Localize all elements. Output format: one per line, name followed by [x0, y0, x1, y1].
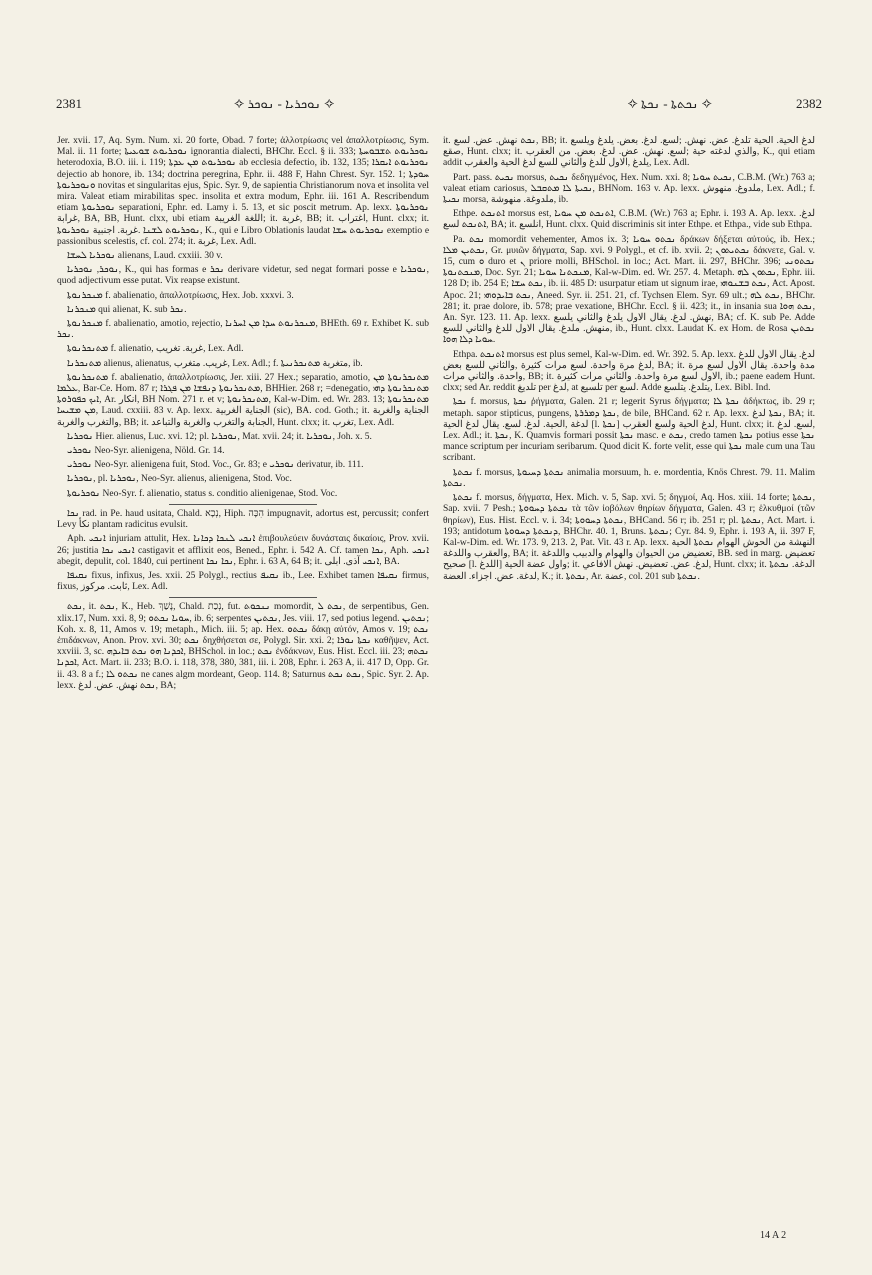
entry-paragraph: ܢܟܬܐ f. morsus, ܢܟܬܐ ῥήγματα, Galen. 21 r; legerit Syrus δήγματα; ܢܟܬܐ ܠܐ ἀδήκτως, ib. 29 r; metaph. sapor stipticus, pungens, ܢܟܬܐ ܕܡܪܪܬܐ, de bile, BHCand. 62 r. Ap. lexx. ‎لدغ‎ ܢܟܬܐ, BA; it. ‎الحية. لدغ. لسع. يقال لدغ الحية‎, ‎لدغة‎ [l. ܢܟܬܐ] ‎لدغ الحية ولسع العقرب‎, Hunt. clxx; it. ‎لسع. لدغ‎, Lex. Adl.; it. ܢܟܬܐ, K. Quamvis formari possit ܢܟܬܐ masc. e ܢܟܬ, credo tamen ܢܟܬܐ potius esse ܢܟܬܐ mance scriptum per incuriam seribarum. Quod dicit K. forte velit, esse qui ܢܟܬܐ male cum una Tau scribant. — [443, 397, 815, 464]
entry-paragraph: ܢܘܟܪܝܐ, pl. ܢܘܟܪܝܐ, Neo-Syr. alienus, alienigena, Stod. Voc. — [67, 474, 292, 485]
entry-paragraph: ܢܘܟܪܝܐ Hier. alienus, Luc. xvi. 12; pl. ܢܘܟܪܝܐ, Mat. xvii. 24; it. ܢܘܟܪܝܐ, Joh. x. 5. — [67, 431, 372, 442]
section-divider — [169, 597, 318, 598]
entry-paragraph: ܢܟܬܬܐ f. morsus, ܢܟܬܬܐ ܕܚܝܘܬܐ animalia morsuum, h. e. mordentia, Knös Chrest. 79. 11. Malim ܢܟܬܬܐ. — [443, 467, 815, 489]
entry-paragraph: Ethpe. ܐܬܢܟܬ morsus est, ܐܬܢܟܬ ܡܢ ܚܘܝܐ, C.B.M. (Wr.) 763 a; Ephr. i. 193 A. Ap. lexx. ‎لدغ. لسع‎ ܐܬܢܟܬ, BA; it. ‎انلسع‎, Hunt. clxx. Quid discriminis sit inter Ethpe. et Ethpa., vide sub Ethpa. — [443, 209, 815, 231]
entry-paragraph: it. ‎نهش. عض. لسع‎ ܢܟܬ, BB; it. ‎لسع. لدغ. بعض. يلدغ ويلسع‎; ‎لدغ الحية. الحية تلدغ. عض. نهش. صقع‎, Hunt. clxx; it. ‎لسع. نهش. عض. لدغ. بعض. من العقرب‎; ‎والذي لدغته حية‎, K., qui etiam addit ‎لدغ الحية والعقرب‎ ‎الاول للدغ والثاني للسع‎, ‎يلدغ‎, Lex. Adl. — [443, 136, 815, 169]
entry-paragraph: Aph. ܐܢܟܝ injuriam attulit, Hex. ܐܢܟܝ ܠܢܟܐ ܕܟܐܢܐ ἐπιβουλεύειν δυνάσταις δικαίοις, Prov. xvii. 26; justitia ܐܢܟܝ ܢܟܐ castigavit et afflixit eos, Bened., Ephr. i. 542 A. Cf. tamen ܢܟܐ, Aph. ܐܢܟܝ abegit, depulit, col. 1840, cui pertinent ܢܟܐ ܢܟܐ, Ephr. i. 63 A, 64 B; it. ‎آذى. ابلى‎ ܐܢܟܝ, BA. — [57, 534, 429, 567]
entry-paragraph: ܢܟܬܬܐ f. morsus, δήγματα, Hex. Mich. v. 5, Sap. xvi. 5; δηγμοί, Aq. Hos. xiii. 14 forte; ܢܟܬܬܐ, Sap. xvii. 7 Pesh.; ܢܟܬܬܐ ܕܚܘܘܬܐ τὰ τῶν ἰοβόλων θηρίων δήγματα, Galen. 43 r; ἑλκυθμοί (τῶν θηρίων), Eus. Hist. Eccl. v. i. 34; ܢܟܬܬܐ ܕܚܘܘܬܐ, BHCand. 56 r; ib. 251 r; pl. ܢܟܬܬܐ, Act. Mart. i. 193; antidotum ܕܢܟܬܬܐ ܕܚܘܘܬܐ, BHChr. 40. 1, Bruns. ܢܟܬܬܐ; Cyr. 84. 9, Ephr. i. 193 A, ii. 397 F, Kal-w-Dim. ed. Wr. 173. 9, 213. 2, Pat. Vit. 43 r. Ap. lexx. ‎الحية‎ ܢܟܬܬܐ ‎النهشة من الحوش الهوام والعقرب واللدغة‎, BA; it. ‎تعضيض من الحيوان والهوام والدبيب واللدغة‎, BB. sed in marg. ‎تعضيض صحيح‎ [l. ‎اللدغ‎] ‎واول عضة الحية‎; it. ‎لدغ. عض. تعضيض. نهش الافاعي‎, Hunt. clxx; it. ܢܟܬܬܐ ‎الدغة. لدغة. عض. اجزاء. العضة‎, K.; it. ܢܟܬܬܐ, Ar. ‎عضة‎, col. 201 sub ܢܟܬܬܐ. — [443, 493, 815, 582]
entry-paragraph: ܡܬܢܟܪܢܐ alienus, alienatus, ‎غريب. متغرب‎, Lex. Adl.; f. ܡܬܢܟܪܢܝܬܐ ‎متغربة‎, ib. — [67, 358, 363, 369]
entry-paragraph: Ethpa. ܐܬܢܟܬ morsus est plus semel, Kal-w-Dim. ed. Wr. 392. 5. Ap. lexx. ‎لدغ. يقال الاول للدغ والثاني للسع بعض‎, ‎لدغ مرة واحدة. لسع مرات كثيرة‎, BA; it. ‎مدة واحدة. يقال الاول لسع مرة واحدة. والثاني مرات‎, BB; it. ‎الاول لسع مرة واحدة. والثاني مرات كثيرة‎, ib.; paene eadem Hunt. clxx; sed Ar. reddit ‎تلديغ‎ per ‎لدغ‎, at ‎تلسيع‎ per ‎لسع‎. Adde ‎يتلدغ. يتلسع‎, Lex. Bibl. Ind. — [443, 349, 815, 394]
entry-paragraph: ܢܘܟܪܝܘܬܐ Neo-Syr. f. alienatio, status s. conditio alienigenae, Stod. Voc. — [67, 488, 338, 499]
left-column — [57, 136, 429, 1221]
entry-paragraph: ܢܘܟܪ, ܢܘܟܪܝܐ, K., qui has formas e ܢܟܪ derivare videtur, sed negat formari posse e ܢܘܟܪܝܐ, quod adjectivum esse putat. Vix reapse existunt. — [57, 265, 429, 287]
entry-paragraph: ܢܘܟܪܝܐ ܠܚܫܐ alienans, Laud. cxxiii. 30 v. — [67, 251, 223, 262]
right-page-number: 2382 — [796, 96, 822, 111]
entry-paragraph: ܢܘܟܪܝ Neo-Syr. alienigena, Nöld. Gr. 14. — [67, 446, 225, 457]
entry-paragraph: ܡܢܟܪܢܐ qui alienat, K. sub ܢܟܪ. — [67, 304, 187, 315]
right-column — [443, 136, 815, 1221]
left-running-title: ✧ ܢܘܟܪܝܐ - ܢܘܟܪ ✧ — [234, 96, 335, 111]
section-divider — [169, 504, 318, 505]
left-page-number: 2381 — [56, 96, 82, 111]
entry-paragraph: ܡܬܢܟܪܢܘܬܐ f. abalienatio, ἀπαλλοτρίωσις, Jer. xiii. 27 Hex.; separatio, amotio, ܡܬܢܟܪܢܘܬܐ ܡܢ ܥܠܡܐ, Bar-Ce. Hom. 87 r; ܡܬܢܟܪܢܘܬܐ ܕܢܦܫܐ ܡܢ ܦܓܪܐ, BHHier. 268 r; =denegatio, ܡܬܢܟܪܢܘܬܐ ܕܗܝ ܐܝܟ ܟܦܘܪܘܬܐ, Ar. ‎انكار‎, BH Nom. 271 r. et v; ܡܬܢܟܪܢܘܬܐ, Kal-w-Dim. ed. Wr. 283. 13; ܡܬܢܟܪܢܘܬܐ ܡܢ ܡܫܝܚܐ, Laud. cxxiii. 83 v. Ap. lexx. ‎الجناية الغربية (sic)‎, BA. cod. Goth.; it. ‎الجناية والغربة والتغرب والغربة‎, BB; it. ‎الجنابة والتغرب والغربة والتباعد‎, Hunt. clxx; it. ‎تغرب‎, Lex. Adl. — [57, 372, 429, 428]
entry-paragraph: ܢܟܬ, it. ܢܟܬ, K., Heb. ‎נָשַׁךְ‎, Chald. ‎נְכַת‎, fut. ܢܢܟܘܬ momordit, ܢܟܬ ܠ, de serpentibus, Gen. xlix.17, Num. xxi. 8, 9; ܚܘܝܐ ܢܟܬܘ, ib. 6; serpentes ܢܟܬܝܢ, Jes. viii. 17, sed potius legend. ܢܟܬܝܢ; Koh. x. 8, 11, Amos v. 19; metaph., Mich. iii. 5; ap. Hex. ܢܟܬܘ δάκῃ αὐτόν, Amos v. 19; ܢܟܬ ἐπιδάκνων, Anon. Prov. xvi. 30; ܢܟܬ δηχθήσεται σε, Polygl. Sir. xxi. 2; ܢܟܬܐ ܢܘܪܐ καθῆψεν, Act. xxviii. 3, sc. ܐܟܕܢܐ ܗܘ ܢܟܬ ܒܐܝܕܗ, BHSchol. in loc.; ܢܟܬ ἐνδάκνων, Eus. Hist. Eccl. iii. 23; ܢܟܬܗ ܐܟܕܢܐ, Act. Mart. ii. 233; B.O. i. 118, 378, 380, 381, iii. i. 208, Ephr. i. 263 A, ii. 417 D, Opp. Gr. ii. 43. 8 a f.; ܢܟܬܘ ܠܐ ne canes algm mordeant, Geop. 114. 8; Saturnus ܢܟܬ ܢܟܬ, Spic. Syr. 2. Ap. lexx. ‎نهش. عض. لدغ‎ ܢܟܬ, BA; — [57, 602, 429, 691]
entry-paragraph: ܢܟܐ rad. in Pe. haud usitata, Chald. ‎נְכָא‎, Hiph. ‎הִכָּה‎ impugnavit, adortus est, percussit; confert Levy ‎نكأ‎ plantam radicitus evulsit. — [57, 508, 429, 531]
entry-paragraph: ܡܢܟܪܢܘܬܐ f. abalienatio, ἀπαλλοτρίωσις, Hex. Job. xxxvi. 3. — [67, 290, 294, 301]
entry-paragraph: ܢܘܟܪܝ Neo-Syr. alienigena fuit, Stod. Voc., Gr. 83; e ܢܘܟܪܝ derivatur, ib. 111. — [67, 460, 364, 471]
entry-paragraph: ܢܩܝܦܐ fixus, infixus, Jes. xxii. 25 Polygl., rectius ܢܩܝܦ ib., Lee. Exhibet tamen ܢܩܝܦܐ firmus, fixus, ‎ثابت. مركوز‎, Lex. Adl. — [57, 570, 429, 593]
entry-paragraph: Pa. ܢܟܬ momordit vehementer, Amos ix. 3; ܢܟܬܘ ܚܘܝܐ δράκων δήξεται αὐτούς, ib. Hex.; ܢܟܬܝܢ ܡܠܐ, Gr. μυιῶν δήγματα, Sap. xvi. 9 Polygl., et cf. ib. xvii. 2; ܢܟܬܝܬܘܢ δάκνετε, Gal. v. 15, cum ܘ duro et ܢ priore molli, BHSchol. in loc.; Act. Mart. ii. 297, BHChr. 396; ܢܟܬܘܢܝ ܡܢܟܬܢܘܬܐ, Doc. Syr. 21; ܡܢܟܬܢܐ ܚܘܝܐ, Kal-w-Dim. ed. Wr. 257. 4. Metaph. ܢܟܬܘܢ ܠܗ, Ephr. iii. 128 D; ib. 254 E; ܢܟܬ ܚܫܐ, ib. ii. 485 D: usurpatur etiam ut signum irae, ܢܟܬ ܒܫܢܘܗܝ, Act. Apost. Apoc. 21; ܢܟܬ ܒܐܝܕܘܗܝ, Aneed. Syr. ii. 251. 21, cf. Tychsen Elem. Syr. 69 ult.; ܢܟܬ ܠܗ, BHChr. 281; it. prae dolore, ib. 578; prae vexatione, BHChr. Eccl. § ii. 423; it., in insania sua ܢܟܬ ܗܘܐ, An. Syr. 123. 11. Ap. lexx. ‎نهش. لدغ. يقال الاول يلدغ والثاني يلسع‎, BA; cf. K. sub Pe. Adde ‎منهش. ملدغ. يقال الاول للدغ والثاني للسع‎, ib., Hunt. clxx. Laudat K. ex Hom. de Rosa ܢܟܬܝܢ ܚܘܝܐ ܕܠܐ ܗܘܐ. — [443, 234, 815, 346]
entry-paragraph: Jer. xvii. 17, Aq. Sym. Num. xi. 20 forte, Obad. 7 forte; ἀλλοτρίωσις vel ἀπαλλοτρίωσις, Sym. Mal. ii. 11 forte; ܢܘܟܪܝܘܬ ܫܘܥܝܬܐ ignorantia dialecti, BHChr. Eccl. § ii. 333; ܢܘܟܪܝܘܬ ܬܫܒܘܚܬܐ heterodoxia, B.O. iii. i. 119; ܢܘܟܪܝܘܬ ܡܢ ܥܕܬܐ ab ecclesia defectio, ib. 132, 135; ܢܘܟܪܝܘܬ ܐܝܩܪܐ dejectio ab honore, ib. 134; doctrina peregrina, Ephr. ii. 488 F, Hahn Chrest. Syr. 152. 1; ܚܘܕܬܐ ܘܢܘܟܪܝܘܬܐ novitas et singularitas ejus, Spic. Syr. 9, de sapientia Christianorum nova et insolita vel mira. Valeat etiam mirabilitas spec. insolita et extra modum, Ephr. iii. 161 A. Rescribendum etiam ܢܘܟܪܝܘܬܐ separationi, Ephr. ed. Lamy i. 5. 13, et sic poscit metrum. Ap. lexx. ܢܘܟܪܝܘܬܐ ‎غرابة‎, BA, BB, Hunt. clxx, ubi etiam ‎اللغة الغريبة‎; it. ‎غربة‎, BB; it. ‎اغتراب‎, Hunt. clxx; it. ܢܘܟܪܝܘܬܐ ‎غربة. اجنبية‎. ܢܘܟܪܝܘܬ ܠܫܢܐ, K., qui e Libro Oblationis laudat ܢܘܟܪܝܘܬ ܚܫܐ exemptio e passionibus scelestis, cf. col. 274; it. ‎غربة‎, Lex. Adl. — [57, 136, 429, 247]
signature-mark: 14 A 2 — [760, 1230, 787, 1241]
entry-paragraph: Part. pass. ܢܟܝܬ morsus, ܢܟܝܬ δεδηγμένος, Hex. Num. xxi. 8; ܢܟܝܬ ܚܘܝܐ, C.B.M. (Wr.) 763 a; valeat etiam cariosus, ܢܟܝܬܐ ܠܐ ܡܬܩܒܠ, BHNom. 163 v. Ap. lexx. ‎ملدوغ. منهوش‎, Lex. Adl.; f. ܢܟܝܬܐ morsa, ‎ملدوغة. منهوشة‎, ib. — [443, 172, 815, 206]
page-header — [56, 96, 822, 118]
right-running-title: ✧ ܢܟܬܬܐ - ܢܟܬܐ ✧ — [627, 96, 712, 111]
entry-paragraph: ܡܬܢܟܪܢܘܬܐ f. alienatio, ‎غربة. تغريب‎, Lex. Adl. — [67, 344, 244, 355]
entry-paragraph: ܡܢܟܪܢܘܬܐ f. abalienatio, amotio, rejectio, ܡܢܟܪܢܘܬ ܚܕܐ ܡܢ ܐܚܪܢܐ, BHEth. 69 r. Exhibet K. sub ܢܟܪ. — [57, 319, 429, 341]
